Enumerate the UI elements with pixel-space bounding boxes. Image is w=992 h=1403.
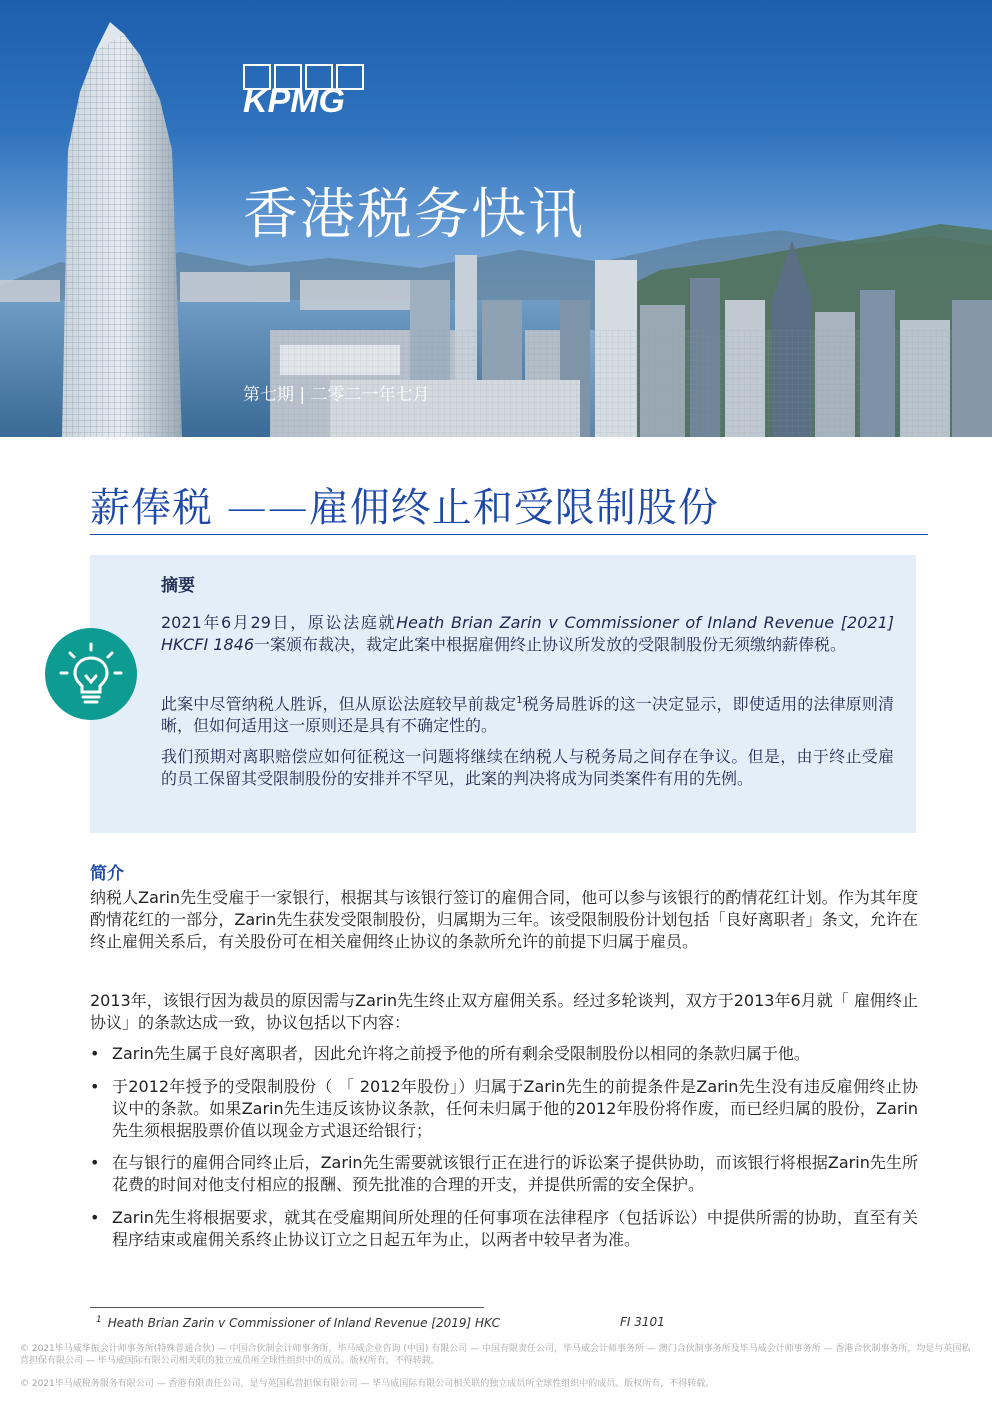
hero-banner [0,0,992,437]
footnote-divider [90,1307,484,1308]
article-title: 薪俸税 ——雇佣终止和受限制股份 [90,485,719,531]
lightbulb-icon [45,628,137,720]
case-citation: Heath Brian Zarin v Commissioner of Inland Revenue [2021] HKCFI 1846 [161,613,894,654]
summary-heading: 摘要 [161,576,195,596]
kpmg-logo [243,64,369,124]
publication-title: 香港税务快讯 [243,182,586,246]
bullet-dot: • [90,1153,100,1172]
footer-copyright-1: © 2021毕马威华振会计师事务所(特殊普通合伙) — 中国合伙制会计师事务所，毕马威企业咨询 (中国) 有限公司 — 中国有限责任公司，毕马威会计师事务所 — 澳门合伙制事务所及毕马威会计师事务所 — 香港合伙制事务所，均是与英国私营担保有限公司 — 毕马威国际有限公司相关联的独立成员所全球性组织中的成员。版权所有，不得转载。 [20,1344,971,1366]
intro-heading: 简介 [90,864,124,884]
bullet-dot: • [90,1044,100,1063]
bullet-dot: • [90,1077,100,1096]
intro-paragraph-1: 纳税人Zarin先生受雇于一家银行，根据其与该银行签订的雇佣合同，他可以参与该银行的酌情花红计划。作为其年度酌情花红的一部分，Zarin先生获发受限制股份，归属期为三年。该受限制股份计划包括「良好离职者」条文，允许在终止雇佣关系后，有关股份可在相关雇佣终止协议的条款所允许的前提下归属于雇员。 [90,888,918,951]
footnote-number: 1 [96,1315,102,1325]
issue-date: 第七期 | 二零二一年七月 [243,385,430,405]
kpmg-logo-text: KPMG [243,82,345,120]
footnote-text: Heath Brian Zarin v Commissioner of Inland Revenue [2019] HKC [107,1316,500,1330]
intro-paragraph-2: 2013年，该银行因为裁员的原因需与Zarin先生终止双方雇佣关系。经过多轮谈判，双方于2013年6月就「 雇佣终止协议」的条款达成一致，协议包括以下内容： [90,991,918,1032]
bullet-dot: • [90,1208,100,1227]
title-divider [90,534,928,535]
summary-paragraph-3: 我们预期对离职赔偿应如何征税这一问题将继续在纳税人与税务局之间存在争议。但是，由于终止受雇的员工保留其受限制股份的安排并不罕见，此案的判决将成为同类案件有用的先例。 [161,747,894,788]
summary-paragraph-1: 2021年6月29日，原讼法庭就Heath Brian Zarin v Commissioner of Inland Revenue [2021] HKCFI 1846一案颁布裁决，裁定此案中根据雇佣终止协议所发放的受限制股份无须缴纳薪俸税。 [161,613,894,654]
summary-paragraph-2: 此案中尽管纳税人胜诉，但从原讼法庭较早前裁定$^1$税务局胜诉的这一决定显示，即使适用的法律原则清晰，但如何适用这一原则还是具有不确定性的。 [161,694,894,736]
footnote-tail: FI 3101 [620,1315,665,1329]
footer-copyright-2: © 2021毕马威税务服务有限公司 — 香港有限责任公司，是与英国私营担保有限公司 — 毕马威国际有限公司相关联的独立成员所全球性组织中的成员。版权所有，不得转载。 [20,1379,715,1389]
footnote [96,1315,665,1330]
footnote-ref: 1 [516,695,523,706]
